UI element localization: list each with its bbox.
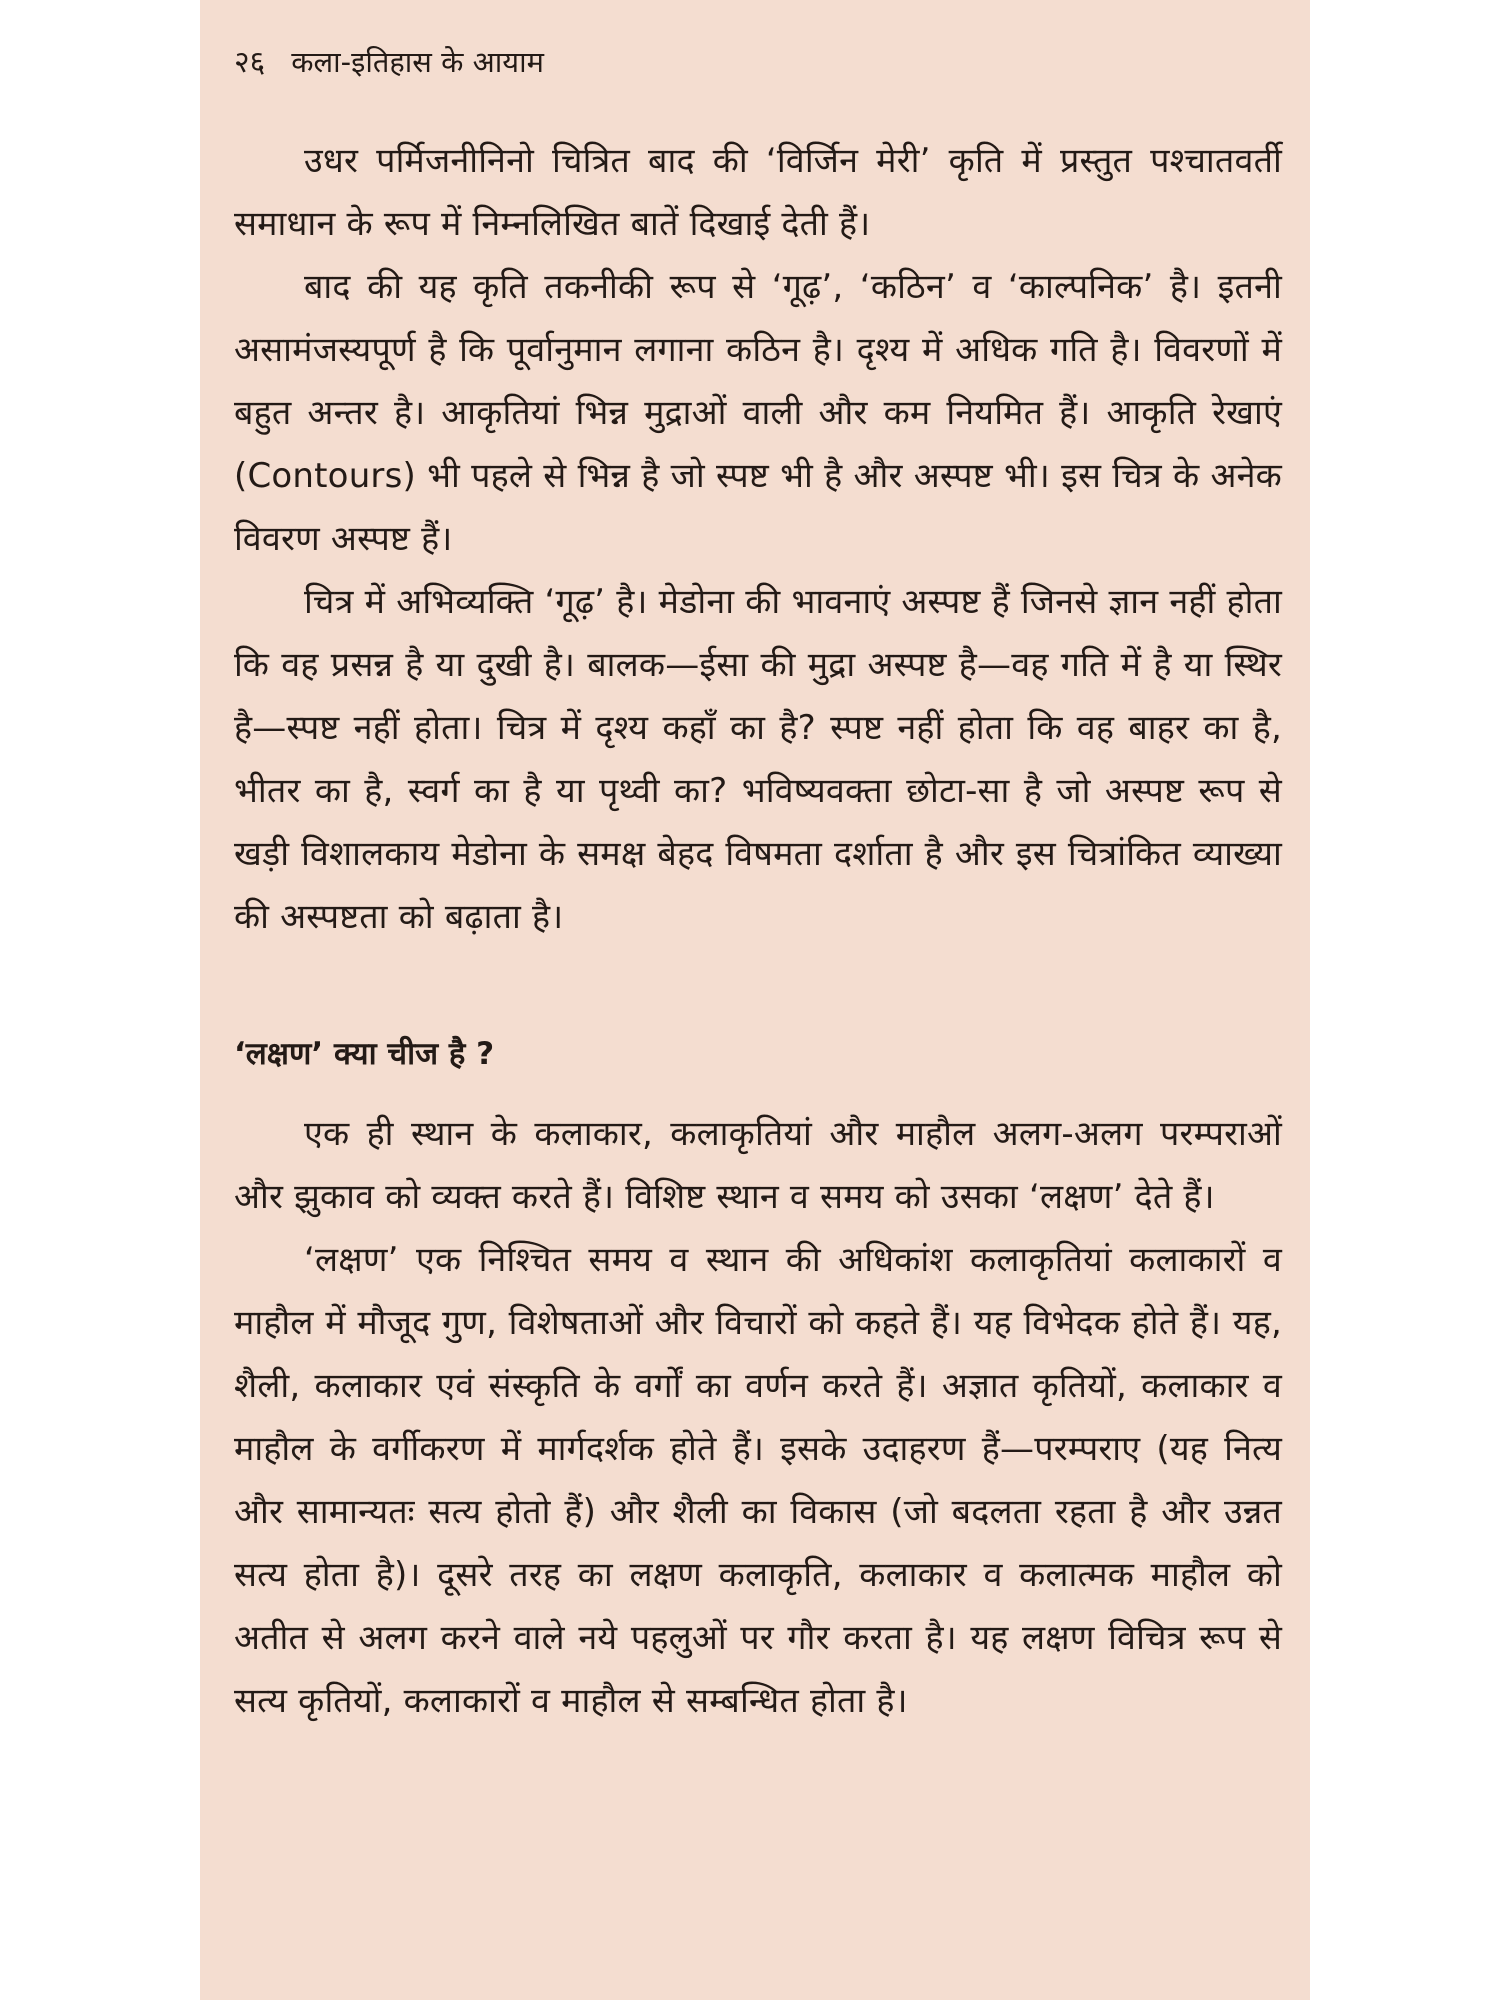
paragraph-1: उधर पर्मिजनीनिनो चित्रित बाद की ‘विर्जिन मेरी’ कृति में प्रस्तुत पश्चातवर्ती समाधान के रूप में निम्नलिखित बातें दिखाई देती हैं। <box>234 141 1282 244</box>
running-title: कला-इतिहास के आयाम <box>291 45 544 79</box>
paragraph-2: बाद की यह कृति तकनीकी रूप से ‘गूढ़’, ‘कठिन’ व ‘काल्पनिक’ है। इतनी असामंजस्यपूर्ण है कि पूर्वानुमान लगाना कठिन है। दृश्य में अधिक गति है। विवरणों में बहुत अन्तर है। आकृतियां भिन्न मुद्राओं वाली और कम नियमित हैं। आकृति रेखाएं (Contours) भी पहले से भिन्न है जो स्पष्ट भी है और अस्पष्ट भी। इस चित्र के अनेक विवरण अस्पष्ट हैं। <box>234 267 1282 559</box>
book-page <box>200 0 1310 2000</box>
paragraph-5: ‘लक्षण’ एक निश्चित समय व स्थान की अधिकांश कलाकृतियां कलाकारों व माहौल में मौजूद गुण, विशेषताओं और विचारों को कहते हैं। यह विभेदक होते हैं। यह, शैली, कलाकार एवं संस्कृति के वर्गों का वर्णन करते हैं। अज्ञात कृतियों, कलाकार व माहौल के वर्गीकरण में मार्गदर्शक होते हैं। इसके उदाहरण हैं—परम्पराए (यह नित्य और सामान्यतः सत्य होतो हैं) और शैली का विकास (जो बदलता रहता है और उन्नत सत्य होता है)। दूसरे तरह का लक्षण कलाकृति, कलाकार व कलात्मक माहौल को अतीत से अलग करने वाले नये पहलुओं पर गौर करता है। यह लक्षण विचित्र रूप से सत्य कृतियों, कलाकारों व माहौल से सम्बन्धित होता है। <box>234 1240 1282 1721</box>
paragraph-4: एक ही स्थान के कलाकार, कलाकृतियां और माहौल अलग-अलग परम्पराओं और झुकाव को व्यक्त करते हैं। विशिष्ट स्थान व समय को उसका ‘लक्षण’ देते हैं। <box>234 1114 1282 1217</box>
running-header <box>234 40 1282 88</box>
paragraph-3: चित्र में अभिव्यक्ति ‘गूढ़’ है। मेडोना की भावनाएं अस्पष्ट हैं जिनसे ज्ञान नहीं होता कि वह प्रसन्न है या दुखी है। बालक—ईसा की मुद्रा अस्पष्ट है—वह गति में है या स्थिर है—स्पष्ट नहीं होता। चित्र में दृश्य कहाँ का है? स्पष्ट नहीं होता कि वह बाहर का है, भीतर का है, स्वर्ग का है या पृथ्वी का? भविष्यवक्ता छोटा-सा है जो अस्पष्ट रूप से खड़ी विशालकाय मेडोना के समक्ष बेहद विषमता दर्शाता है और इस चित्रांकित व्याख्या की अस्पष्टता को बढ़ाता है। <box>234 582 1282 937</box>
section-heading: ‘लक्षण’ क्या चीज है ? <box>234 1036 495 1072</box>
page-number: २६ <box>234 45 266 80</box>
